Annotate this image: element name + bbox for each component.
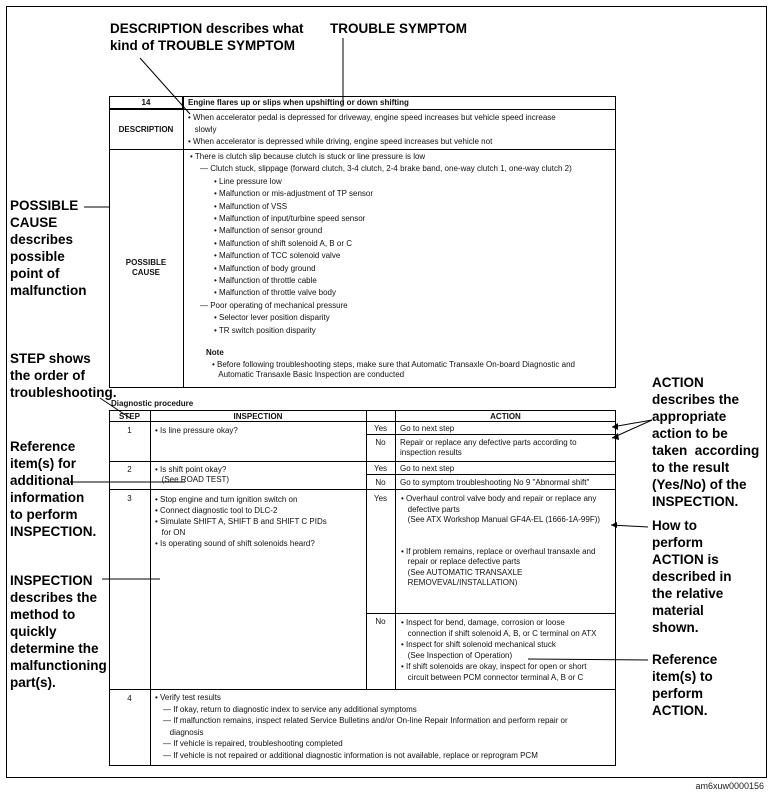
yes-label: Yes bbox=[373, 464, 388, 473]
header-step: STEP bbox=[119, 412, 140, 421]
possible-cause-callout: POSSIBLE CAUSE describes possible point of malfunction bbox=[10, 198, 87, 298]
procedure-title: Diagnostic procedure bbox=[111, 399, 194, 408]
text-line: • Selector lever position disparity bbox=[214, 313, 330, 323]
step3-inspection: • Stop engine and turn ignition switch on • Connect diagnostic tool to DLC-2 • Simulate SHIFT A, SHIFT B and SHIFT C PIDs for ON • Is operating sound of shift solenoids heard? bbox=[155, 495, 327, 548]
text-line: — If vehicle is not repaired or additional diagnostic information is not available, replace or reprogram PCM bbox=[163, 750, 538, 760]
step2-yes-action: Go to next step bbox=[400, 464, 455, 473]
description-callout: DESCRIPTION describes what kind of TROUBLE SYMPTOM bbox=[110, 21, 304, 53]
divider bbox=[366, 410, 367, 689]
divider bbox=[109, 489, 616, 490]
description-text bbox=[188, 112, 613, 148]
divider bbox=[109, 149, 616, 150]
divider bbox=[366, 474, 616, 475]
text-line: • Line pressure low bbox=[214, 176, 282, 186]
step-number: 2 bbox=[127, 465, 132, 474]
step1-inspection: • Is line pressure okay? bbox=[155, 426, 238, 435]
symptom-title: Engine flares up or slips when upshifting or down shifting bbox=[188, 98, 409, 107]
text-line: — Poor operating of mechanical pressure bbox=[200, 300, 348, 310]
divider bbox=[150, 410, 151, 766]
text-line: • Malfunction of VSS bbox=[214, 201, 288, 211]
step3-yes-action: • Overhaul control valve body and repair or replace any defective parts (See ATX Workshop Manual GF4A-EL (1666-1A-99F)) • If problem remains, replace or overhaul transaxle and repair or replace defective parts (See AUTOMATIC TRANSAXLE REMOVEVAL/INSTALLATION) bbox=[401, 494, 601, 587]
possible-cause-label: POSSIBLE CAUSE bbox=[125, 258, 167, 277]
text-line: — If okay, return to diagnostic index to service any additional symptoms bbox=[163, 704, 417, 714]
text-line: • When accelerator is depressed while driving, engine speed increases but vehicle not bbox=[188, 137, 493, 146]
action-callout: ACTION describes the appropriate action to be taken according to the result (Yes/No) of the INSPECTION. bbox=[652, 375, 760, 509]
no-label: No bbox=[375, 478, 386, 487]
divider bbox=[395, 410, 396, 689]
symptom-number: 14 bbox=[141, 98, 151, 107]
text-line: • Malfunction of throttle valve body bbox=[214, 288, 336, 298]
step2-no-action: Go to symptom troubleshooting No 9 "Abnormal shift" bbox=[400, 478, 590, 487]
step-callout: STEP shows the order of troubleshooting. bbox=[10, 351, 117, 400]
text-line: • Verify test results bbox=[155, 693, 221, 702]
reference-action-callout: Reference item(s) to perform ACTION. bbox=[652, 652, 718, 718]
trouble-symptom-callout: TROUBLE SYMPTOM bbox=[330, 21, 468, 36]
step3-no-action: • Inspect for bend, damage, corrosion or loose connection if shift solenoid A, B, or C terminal on ATX • Inspect for shift solenoid mechanical stuck (See Inspection of Operation) • If shift solenoids are okay, inspect for open or short circuit between PCM connector terminal A, B or C bbox=[401, 618, 597, 682]
text-line: • When accelerator pedal is depressed for driveway, engine speed increases but vehicle speed increase bbox=[188, 113, 556, 122]
step-number: 4 bbox=[127, 694, 132, 703]
note-text bbox=[212, 360, 612, 380]
divider bbox=[366, 613, 616, 614]
text-line: — If malfunction remains, inspect related Service Bulletins and/or On-line Repair Information and perform repair or bbox=[163, 716, 568, 725]
text-line: slowly bbox=[188, 125, 217, 134]
step-number: 1 bbox=[127, 426, 132, 435]
no-label: No bbox=[375, 617, 386, 626]
text-line: • TR switch position disparity bbox=[214, 325, 316, 335]
how-to-perform-callout: How to perform ACTION is described in the relative material shown. bbox=[652, 518, 732, 635]
description-label: DESCRIPTION bbox=[118, 125, 174, 134]
text-line: • Malfunction of throttle cable bbox=[214, 276, 317, 286]
step1-yes-action: Go to next step bbox=[400, 424, 455, 433]
text-line: Automatic Transaxle Basic Inspection are conducted bbox=[212, 370, 405, 379]
step-number: 3 bbox=[127, 494, 132, 503]
header-inspection: INSPECTION bbox=[233, 412, 283, 421]
text-line: — Clutch stuck, slippage (forward clutch, 3-4 clutch, 2-4 brake band, one-way clutch 1, one-way clutch 2) bbox=[200, 164, 572, 174]
divider bbox=[109, 109, 616, 110]
divider bbox=[109, 461, 616, 462]
possible-cause-list bbox=[190, 151, 612, 337]
divider bbox=[366, 434, 616, 435]
reference-inspection-callout: Reference item(s) for additional information to perform INSPECTION. bbox=[10, 439, 97, 539]
text-line: • Malfunction or mis-adjustment of TP sensor bbox=[214, 189, 374, 199]
text-line: • Before following troubleshooting steps, make sure that Automatic Transaxle On-board Diagnostic and bbox=[212, 360, 575, 369]
step1-no-action: Repair or replace any defective parts according to inspection results bbox=[400, 438, 577, 457]
no-label: No bbox=[375, 438, 386, 447]
text-line: • Malfunction of shift solenoid A, B or C bbox=[214, 238, 352, 248]
inspection-callout: INSPECTION describes the method to quickly determine the malfunctioning part(s). bbox=[10, 573, 107, 690]
step4-text bbox=[155, 692, 613, 761]
step2-inspection: • Is shift point okay? (See ROAD TEST) bbox=[155, 465, 230, 484]
divider bbox=[183, 96, 184, 388]
divider bbox=[109, 689, 616, 690]
note-title: Note bbox=[206, 348, 224, 357]
text-line: • Malfunction of TCC solenoid valve bbox=[214, 251, 341, 261]
text-line: • Malfunction of sensor ground bbox=[214, 226, 323, 236]
text-line: • There is clutch slip because clutch is stuck or line pressure is low bbox=[190, 152, 426, 161]
text-line: — If vehicle is repaired, troubleshooting completed bbox=[163, 739, 343, 748]
text-line: • Malfunction of input/turbine speed sensor bbox=[214, 214, 366, 224]
header-action: ACTION bbox=[490, 412, 521, 421]
text-line: diagnosis bbox=[163, 727, 204, 737]
yes-label: Yes bbox=[373, 424, 388, 433]
text-line: • Malfunction of body ground bbox=[214, 263, 316, 273]
yes-label: Yes bbox=[373, 494, 388, 503]
figure-code: am6xuw0000156 bbox=[695, 781, 764, 791]
